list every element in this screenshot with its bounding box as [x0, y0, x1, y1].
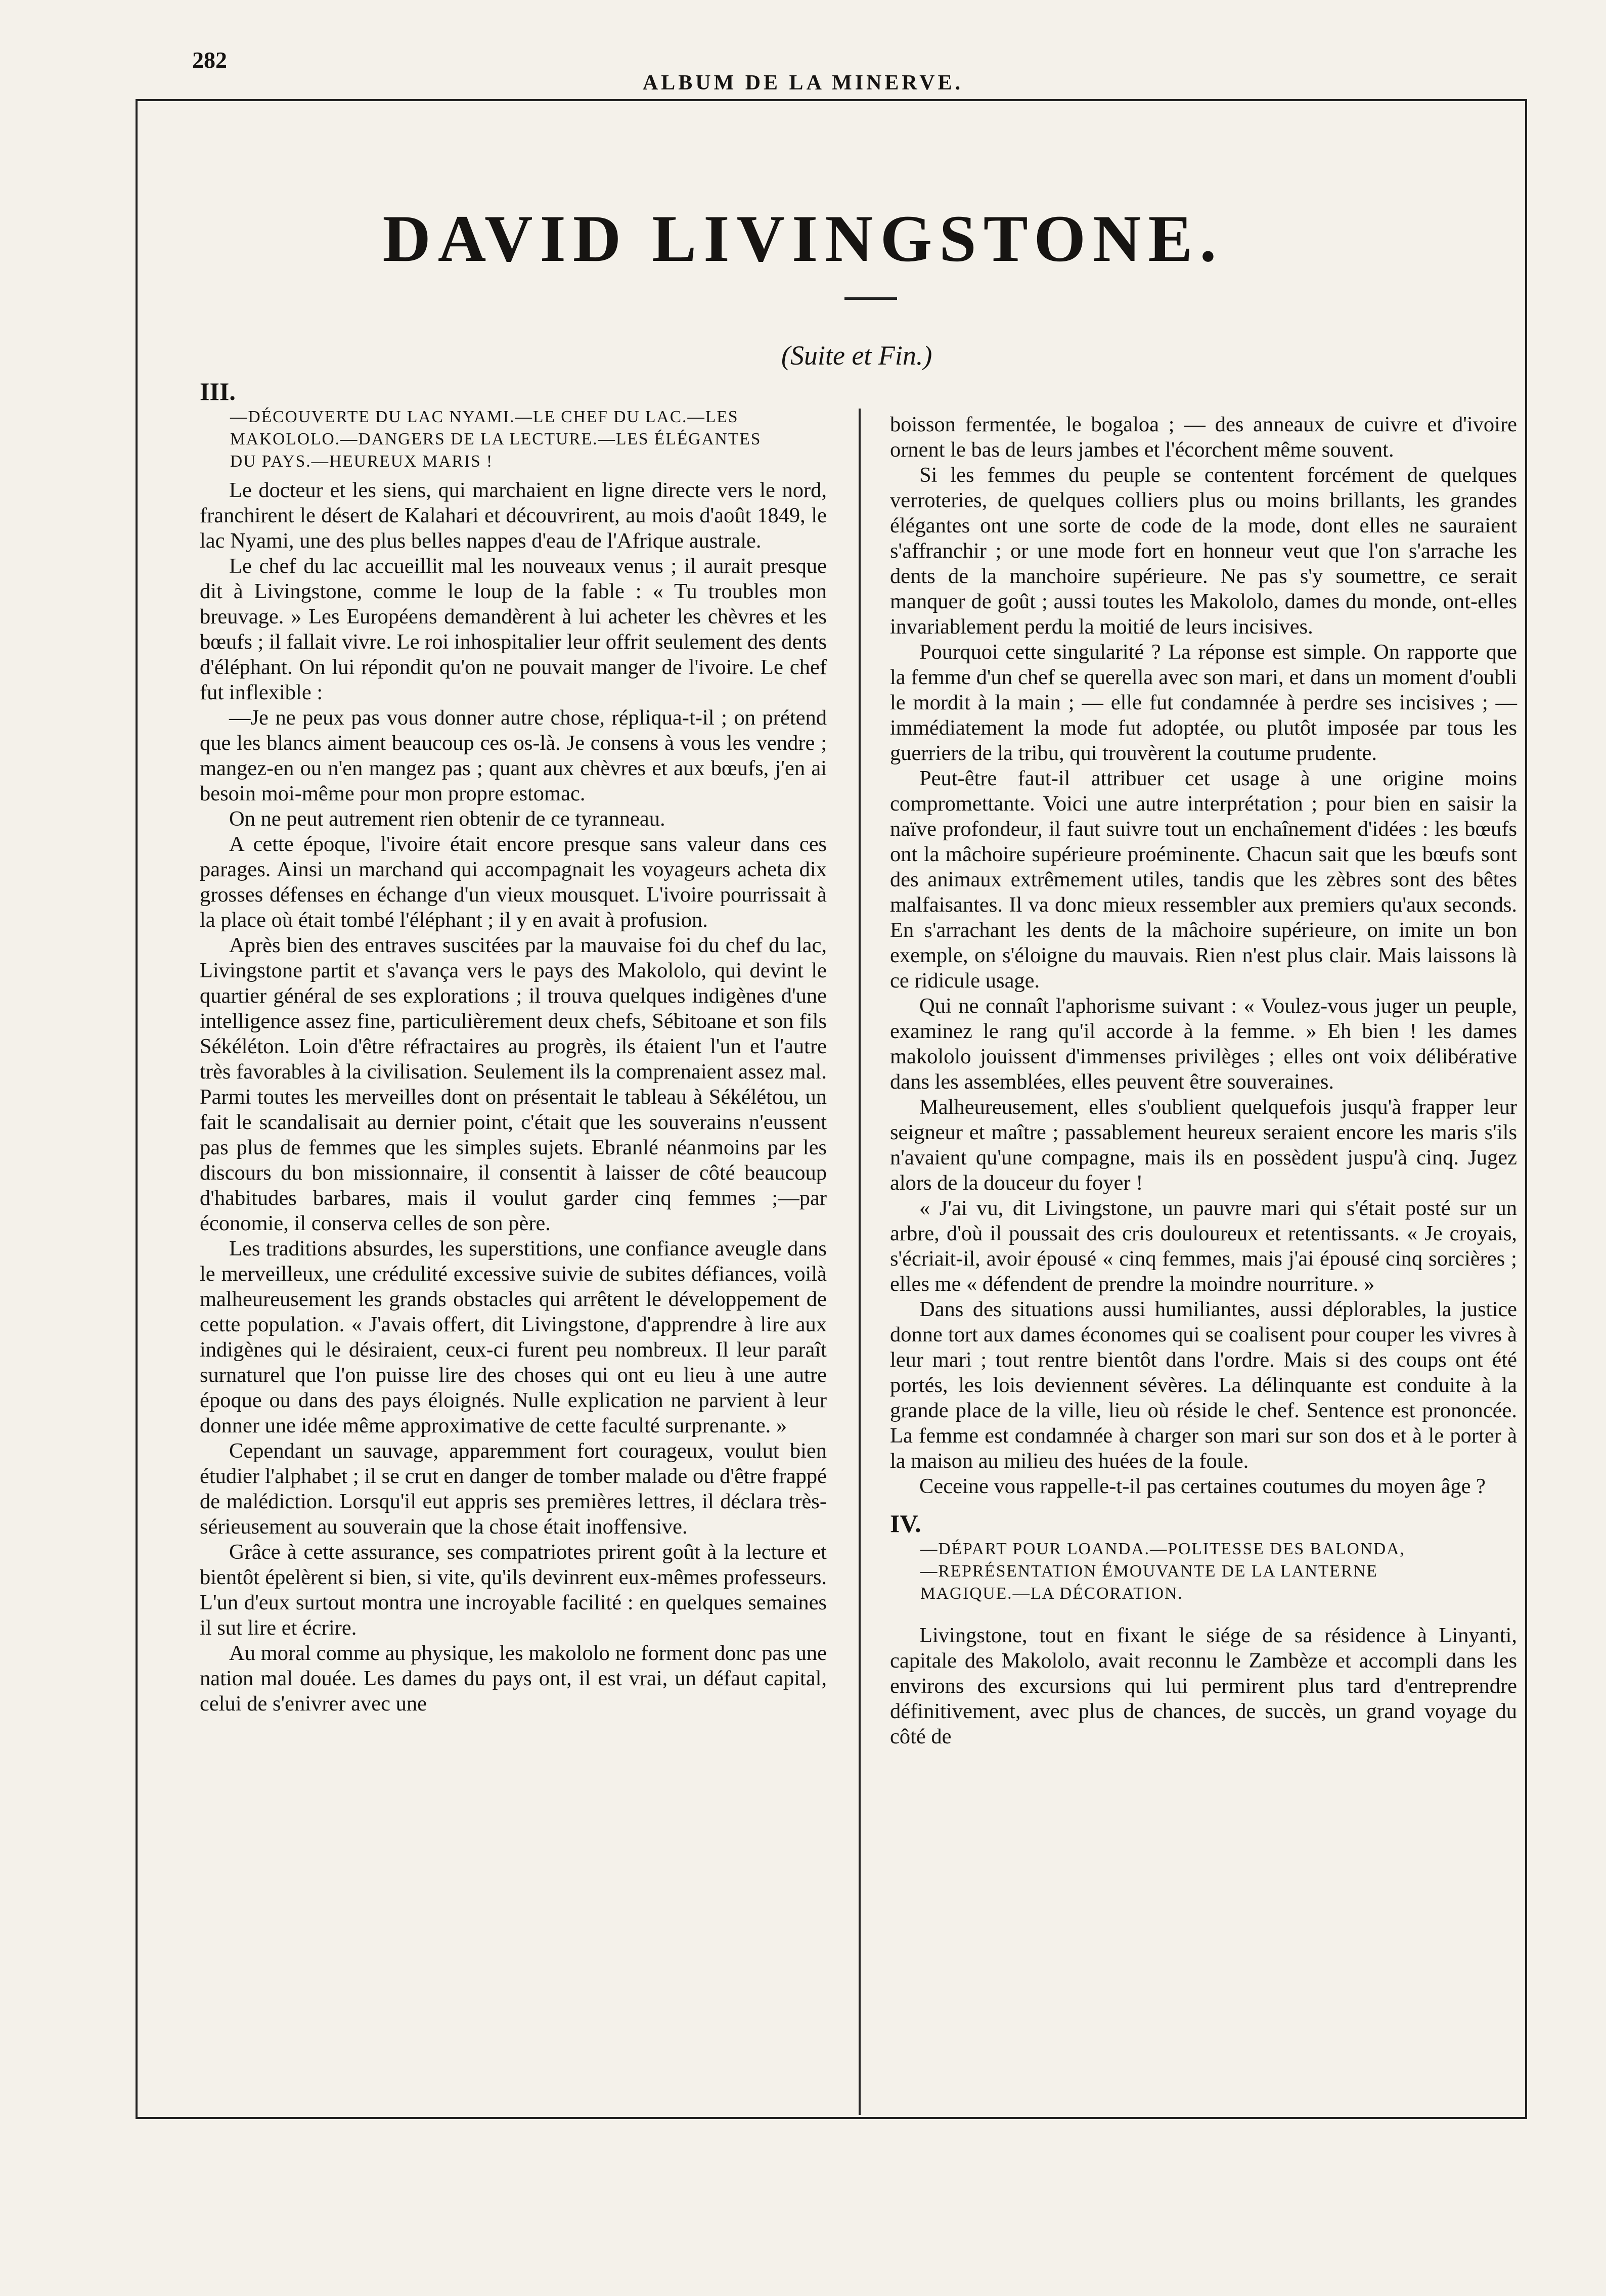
paragraph: Qui ne connaît l'aphorisme suivant : « Voulez-vous juger un peuple, examinez le rang qu'il accorde à la femme. » Eh bien ! les dames makololo jouissent d'immenses privilèges ; elles ont voix délibérative dans les assemblées, elles peuvent être souveraines. [890, 994, 1517, 1094]
paragraph: Grâce à cette assurance, ses compatriotes prirent goût à la lecture et bientôt épelèrent si bien, si vite, qu'ils devinrent eux-mêmes professeurs. L'un d'eux surtout montra une incroyable facilité : en quelques semaines il sut lire et écrire. [200, 1540, 827, 1640]
paragraph: Si les femmes du peuple se contentent forcément de quelques verroteries, de quelques colliers plus ou moins brillants, les grandes élégantes ont une sorte de code de la mode, dont elles ne sauraient s'affranchir ; or une mode fort en honneur veut que l'on s'arrache les dents de la manchoire supérieure. Ne pas s'y soumettre, ce serait manquer de goût ; aussi toutes les Makololo, dames du monde, ont-elles invariablement perdu la moitié de leurs incisives. [890, 463, 1517, 639]
paragraph: On ne peut autrement rien obtenir de ce tyranneau. [229, 807, 665, 831]
paragraph: A cette époque, l'ivoire était encore presque sans valeur dans ces parages. Ainsi un marchand qui accompagnait les voyageurs acheta dix grosses défenses en échange d'un vieux mousquet. L'ivoire pourrissait à la place où était tombé l'éléphant ; il y en avait à profusion. [200, 832, 827, 932]
paragraph: « J'ai vu, dit Livingstone, un pauvre mari qui s'était posté sur un arbre, d'où il poussait des cris douloureux et retentissants. « Je croyais, s'écriait-il, avoir épousé « cinq femmes, mais j'ai épousé cinq sorcières ; elles me « défendent de prendre la moindre nourriture. » [890, 1196, 1517, 1296]
article-title: DAVID LIVINGSTONE. [382, 201, 1224, 276]
section-heading-line: —DÉPART POUR LOANDA.—POLITESSE DES BALONDA, [920, 1540, 1405, 1558]
paragraph: Ceceine vous rappelle-t-il pas certaines coutumes du moyen âge ? [919, 1474, 1486, 1498]
paragraph: Dans des situations aussi humiliantes, aussi déplorables, la justice donne tort aux dames économes qui se coalisent pour couper les vivres à leur mari ; tout rentre bientôt dans l'ordre. Mais si des coups ont été portés, les lois deviennent sévères. La délinquante est conduite à la grande place de la ville, lieu où réside le chef. Sentence est prononcée. La femme est condamnée à charger son mari sur son dos et à le porter à la maison au milieu des huées de la foule. [890, 1297, 1517, 1473]
right-column [890, 412, 1517, 2111]
paragraph: Le chef du lac accueillit mal les nouveaux venus ; il aurait presque dit à Livingstone, comme le loup de la fable : « Tu troubles mon breuvage. » Les Européens demandèrent à lui acheter les chèvres et les bœufs ; il fallait vivre. Le roi inhospitalier leur offrit seulement des dents d'éléphant. On lui répondit qu'on ne pouvait manger de l'ivoire. Le chef fut inflexible : [200, 554, 827, 704]
section-heading-line: —DÉCOUVERTE DU LAC NYAMI.—LE CHEF DU LAC.—LES [230, 408, 739, 426]
paragraph: Les traditions absurdes, les superstitions, une confiance aveugle dans le merveilleux, une crédulité excessive suivie de subites défiances, voilà malheureusement les grands obstacles qui arrêtent le développement de cette population. « J'avais offert, dit Livingstone, d'apprendre à lire aux indigènes qui le désiraient, ceux-ci furent peu nombreux. Il leur paraît surnaturel que l'on puisse lire des choses qui ont eu lieu à une autre époque ou dans des pays éloignés. Nulle explication ne parvient à leur donner une idée même approximative de cette faculté surprenante. » [200, 1237, 827, 1437]
paragraph: Peut-être faut-il attribuer cet usage à une origine moins compromettante. Voici une autre interprétation ; pour bien en saisir la naïve profondeur, il faut suivre tout un enchaînement d'idées : les bœufs ont la mâchoire supérieure proéminente. Chacun sait que les bœufs sont des animaux extrêmement utiles, tandis que les zèbres sont des bêtes malfaisantes. Il va donc mieux ressembler aux premiers qu'aux seconds. En s'arrachant les dents de la mâchoire supérieure, on imite un bon exemple, on s'éloigne du mauvais. Rien n'est plus clair. Mais laissons là ce ridicule usage. [890, 767, 1517, 993]
paragraph: Livingstone, tout en fixant le siége de sa résidence à Linyanti, capitale des Makololo, avait reconnu le Zambèze et accompli dans les environs des excursions qui lui permirent plus tard d'entreprendre définitivement, avec plus de chances, de succès, un grand voyage du côté de [890, 1624, 1517, 1748]
section-heading-line: MAGIQUE.—LA DÉCORATION. [920, 1584, 1183, 1603]
paragraph: Le docteur et les siens, qui marchaient en ligne directe vers le nord, franchirent le désert de Kalahari et découvrirent, au mois d'août 1849, le lac Nyami, une des plus belles nappes d'eau de l'Afrique australe. [200, 478, 827, 553]
running-title: ALBUM DE LA MINERVE. [642, 71, 964, 95]
column-divider [859, 409, 861, 2115]
paragraph: boisson fermentée, le bogaloa ; — des anneaux de cuivre et d'ivoire ornent le bas de leurs jambes et l'écorchent même souvent. [890, 413, 1517, 462]
section-number: III. [200, 377, 236, 406]
section-heading-4 [890, 1509, 1517, 1605]
paragraph: Pourquoi cette singularité ? La réponse est simple. On rapporte que la femme d'un chef se querella avec son mari, et dans un moment d'oubli le mordit à la main ; — elle fut condamnée à perdre ses incisives ; — immédiatement la mode fut adoptée, ou plutôt imposée par tous les guerriers de la tribu, qui trouvèrent la coutume prudente. [890, 640, 1517, 765]
title-rule [844, 297, 897, 300]
paragraph: —Je ne peux pas vous donner autre chose, répliqua-t-il ; on prétend que les blancs aiment beaucoup ces os-là. Je consens à vous les vendre ; mangez-en ou n'en mangez pas ; quant aux chèvres et aux bœufs, j'en ai besoin moi-même pour mon propre estomac. [200, 706, 827, 805]
left-column [200, 377, 827, 2109]
section-heading-line: DU PAYS.—HEUREUX MARIS ! [230, 452, 494, 471]
section-heading-3 [200, 377, 827, 473]
section-number: IV. [890, 1509, 921, 1538]
paragraph: Au moral comme au physique, les makololo ne forment donc pas une nation mal douée. Les dames du pays ont, il est vrai, un défaut capital, celui de s'enivrer avec une [200, 1641, 827, 1716]
paragraph: Après bien des entraves suscitées par la mauvaise foi du chef du lac, Livingstone partit et s'avança vers le pays des Makololo, qui devint le quartier général de ses explorations ; il trouva quelques indigènes d'une intelligence assez fine, particulièrement deux chefs, Sébitoane et son fils Sékéléton. Loin d'être réfractaires au progrès, ils étaient l'un et l'autre très favorables à la civilisation. Seulement ils la comprenaient assez mal. Parmi toutes les merveilles dont on présentait le tableau à Sékélétou, un fait le scandalisait au dernier point, c'était que les souverains n'eussent pas plus de femmes que les simples sujets. Ebranlé néanmoins par les discours du bon missionnaire, il consentit à laisser de côté beaucoup d'habitudes barbares, mais il voulut garder cinq femmes ;—par économie, il conserva celles de son père. [200, 933, 827, 1235]
paragraph: Cependant un sauvage, apparemment fort courageux, voulut bien étudier l'alphabet ; il se crut en danger de tomber malade ou d'être frappé de malédiction. Lorsqu'il eut appris ses premières lettres, il déclara très-sérieusement au souverain que la chose était inoffensive. [200, 1439, 827, 1539]
article-subtitle: (Suite et Fin.) [781, 340, 932, 371]
paragraph: Malheureusement, elles s'oublient quelquefois jusqu'à frapper leur seigneur et maître ; passablement heureux seraient encore les maris s'ils n'avaient qu'une compagne, mais ils en possèdent juspu'à cinq. Jugez alors de la douceur du foyer ! [890, 1095, 1517, 1195]
section-heading-line: MAKOLOLO.—DANGERS DE LA LECTURE.—LES ÉLÉGANTES [230, 430, 762, 448]
page-number: 282 [192, 47, 227, 73]
section-heading-line: —REPRÉSENTATION ÉMOUVANTE DE LA LANTERNE [920, 1562, 1378, 1581]
